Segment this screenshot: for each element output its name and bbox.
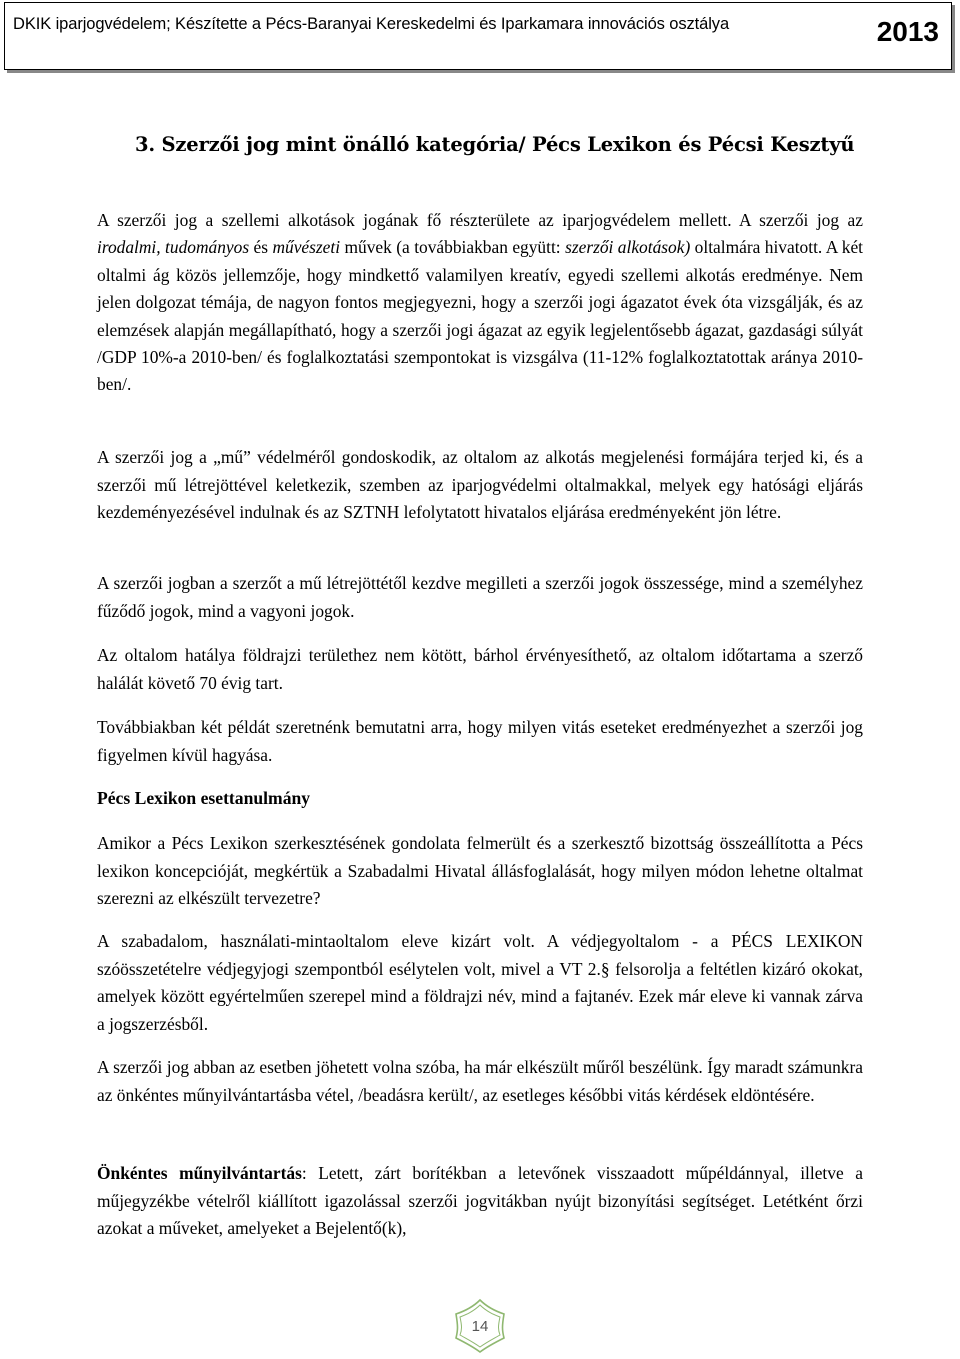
italic-text: művészeti (272, 237, 341, 258)
page-header (4, 2, 952, 70)
paragraph-vedjegy: A szabadalom, használati-mintaoltalom eleve kizárt volt. A védjegyoltalom - a PÉCS LEXIKON szóösszetételre védjegyjogi szempontból esélytelen volt, mivel a VT 2.§ felsorolja a feltétlen kizáró okokat, amelyek között egyértelműen szerepel mind a földrajzi név, mind a fajtanév. Ezek már eleve ki vannak zárva a jogszerzésből. (97, 931, 863, 1034)
case-study-heading: Pécs Lexikon esettanulmány (97, 788, 311, 808)
header-title: DKIK iparjogvédelem; Készítette a Pécs-Baranyai Kereskedelmi és Iparkamara innovációs osztálya (13, 15, 730, 33)
italic-text: irodalmi, tudományos (97, 237, 250, 258)
paragraph-text: oltalmára hivatott. A két oltalmi ág közös jellemzője, hogy mindkettő valamilyen kreatív, egyedi szellemi alkotás eredménye. (97, 237, 863, 285)
header-year: 2013 (876, 16, 939, 47)
paragraph-onkentes (97, 1160, 863, 1243)
paragraph-szerzo-jogai: A szerzői jogban a szerzőt a mű létrejöttétől kezdve megilleti a szerzői jogok összessége, mind a személyhez fűződő jogok, mind a vagyoni jogok. (97, 573, 863, 621)
paragraph-text: és (249, 237, 273, 258)
page-number-badge (454, 1298, 506, 1354)
paragraph-lexikon: Amikor a Pécs Lexikon szerkesztésének gondolata felmerült és a szerkesztő bizottság összeállította a Pécs lexikon koncepcióját, megkértük a Szabadalmi Hivatal állásfoglalását, hogy milyen módon lehetne oltalmat szerezni az elkészült tervezetre? (97, 833, 863, 908)
paragraph-text: A szerzői jog a szellemi alkotások jogának fő részterülete az iparjogvédelem mellett. A szerzői jog az (97, 210, 863, 230)
bold-term: Önkéntes műnyilvántartás (97, 1163, 302, 1183)
italic-text: szerzői alkotások) (565, 237, 691, 258)
page-number: 14 (471, 1317, 489, 1335)
section-title: 3. Szerzői jog mint önálló kategória/ Pécs Lexikon és Pécsi Kesztyű (135, 133, 855, 156)
paragraph-mu-vedelem: A szerzői jog a „mű” védelméről gondoskodik, az oltalom az alkotás megjelenési formájára terjed ki, és a szerzői mű létrejöttével keletkezik, szemben az iparjogvédelmi oltalmakkal, melyek egy hatósági eljárás kezdeményezésével indulnak és az SZTNH lefolytatott hivatalos eljárása eredményeként jön létre. (97, 447, 863, 522)
paragraph-oltalom-hataly: Az oltalom hatálya földrajzi területhez nem kötött, bárhol érvényesíthető, az oltalom időtartama a szerző halálát követő 70 évig tart. (97, 645, 863, 693)
paragraph-peldak: Továbbiakban két példát szeretnénk bemutatni arra, hogy milyen vitás eseteket eredményezhet a szerzői jog figyelmen kívül hagyása. (97, 717, 863, 765)
paragraph-text: Nem jelen dolgozat témája, de nagyon fontos megjegyezni, hogy a szerzői jogi ágazatot évek óta vizsgálják, és az elemzések alapján megállapítható, hogy a szerzői jogi ágazat az egyik legjelentősebb ágazat, gazdasági súlyát /GDP 10%-a 2010-ben/ és foglalkoztatási szempontokat is vizsgálva (11-12% foglalkoztatottak aránya 2010-ben/. (97, 264, 863, 395)
paragraph-szerzoi-jog-eset: A szerzői jog abban az esetben jöhetett volna szóba, ha már elkészült műről beszélünk. Így maradt számunkra az önkéntes műnyilvántartásba vétel, /beadásra került/, az esetleges későbbi vitás kérdések eldöntésére. (97, 1057, 863, 1105)
paragraph-text: művek (a továbbiakban együtt: (340, 237, 566, 258)
paragraph-text: : Letett, zárt borítékban a letevőnek visszaadott műpéldánnyal, illetve a műjegyzékbe vételről kiállított igazolással szerzői jogvitákban nyújt bizonyítási segítséget. Letétként őrzi azokat a műveket, amelyeket a Bejelentő(k), (97, 1163, 863, 1238)
paragraph-intro (97, 207, 863, 399)
